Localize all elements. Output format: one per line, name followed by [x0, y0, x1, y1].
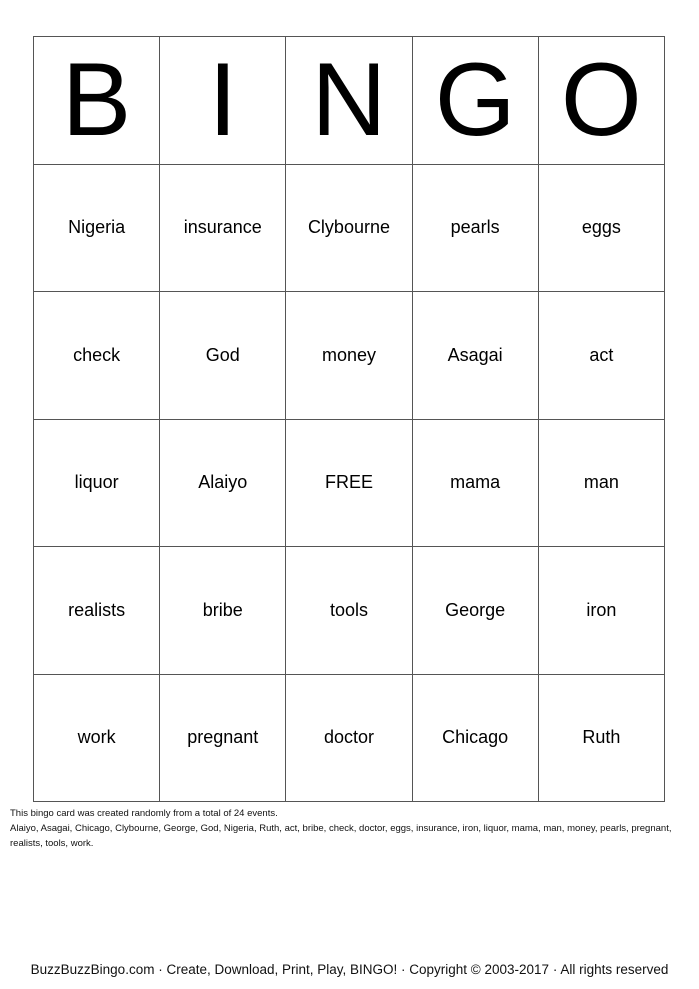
cell-text: God [205, 344, 240, 365]
card-info [10, 806, 690, 851]
card-cell [412, 674, 538, 802]
card-row [34, 164, 665, 292]
cell-text: act [589, 344, 614, 365]
cell-text: Asagai [447, 344, 503, 365]
cell-text: money [321, 344, 376, 365]
cell-text: eggs [581, 217, 621, 238]
cell-text: realists [68, 599, 126, 620]
card-cell [538, 674, 664, 802]
card-cell [160, 164, 286, 292]
cell-text: work [77, 727, 116, 748]
card-cell [34, 164, 160, 292]
card-cell [286, 674, 412, 802]
card-cell [538, 547, 664, 675]
cell-text: check [73, 344, 121, 365]
card-cell [160, 292, 286, 420]
card-cell [412, 292, 538, 420]
card-cell [286, 547, 412, 675]
header-letter-i: I [160, 37, 286, 165]
card-row [34, 674, 665, 802]
cell-text: insurance [183, 217, 262, 238]
info-summary: This bingo card was created randomly from a total of 24 events. [10, 808, 278, 819]
card-row [34, 547, 665, 675]
card-cell [160, 547, 286, 675]
cell-text: Alaiyo [198, 472, 248, 493]
card-cell [538, 419, 664, 547]
cell-text: mama [450, 472, 501, 493]
card-cell [538, 164, 664, 292]
header-letter-n: N [286, 37, 412, 165]
card-cell [34, 547, 160, 675]
cell-text: pearls [450, 217, 500, 238]
cell-text: man [583, 472, 619, 493]
card-cell [34, 674, 160, 802]
card-row [34, 292, 665, 420]
info-word-list: Alaiyo, Asagai, Chicago, Clybourne, George, God, Nigeria, Ruth, act, bribe, check, doctor, eggs, insurance, iron, liquor, mama, man, money, pearls, pregnant, realists, tools, work. [10, 823, 672, 849]
bingo-card [33, 36, 665, 802]
free-space-cell [286, 419, 412, 547]
cell-text: Nigeria [68, 217, 126, 238]
card-cell [34, 419, 160, 547]
cell-text: liquor [74, 472, 119, 493]
cell-text: Clybourne [307, 217, 390, 238]
cell-text: Chicago [442, 727, 509, 748]
card-cell [160, 674, 286, 802]
cell-text: George [445, 599, 506, 620]
card-cell [286, 292, 412, 420]
header-letter-b: B [34, 37, 160, 165]
cell-text: bribe [202, 599, 243, 620]
cell-text: pregnant [187, 727, 259, 748]
card-cell [412, 164, 538, 292]
card-cell [286, 164, 412, 292]
header-row [34, 37, 665, 165]
card-cell [538, 292, 664, 420]
free-space-text: FREE [324, 472, 373, 493]
card-cell [412, 547, 538, 675]
header-letter-o: O [538, 37, 664, 165]
card-cell [34, 292, 160, 420]
cell-text: iron [586, 599, 617, 620]
footer-copyright: BuzzBuzzBingo.com · Create, Download, Print, Play, BINGO! · Copyright © 2003-2017 · All rights reserved [30, 962, 669, 977]
header-letter-g: G [412, 37, 538, 165]
cell-text: doctor [323, 727, 374, 748]
card-cell [160, 419, 286, 547]
cell-text: Ruth [582, 727, 621, 748]
card-cell [412, 419, 538, 547]
card-row [34, 419, 665, 547]
cell-text: tools [329, 599, 368, 620]
